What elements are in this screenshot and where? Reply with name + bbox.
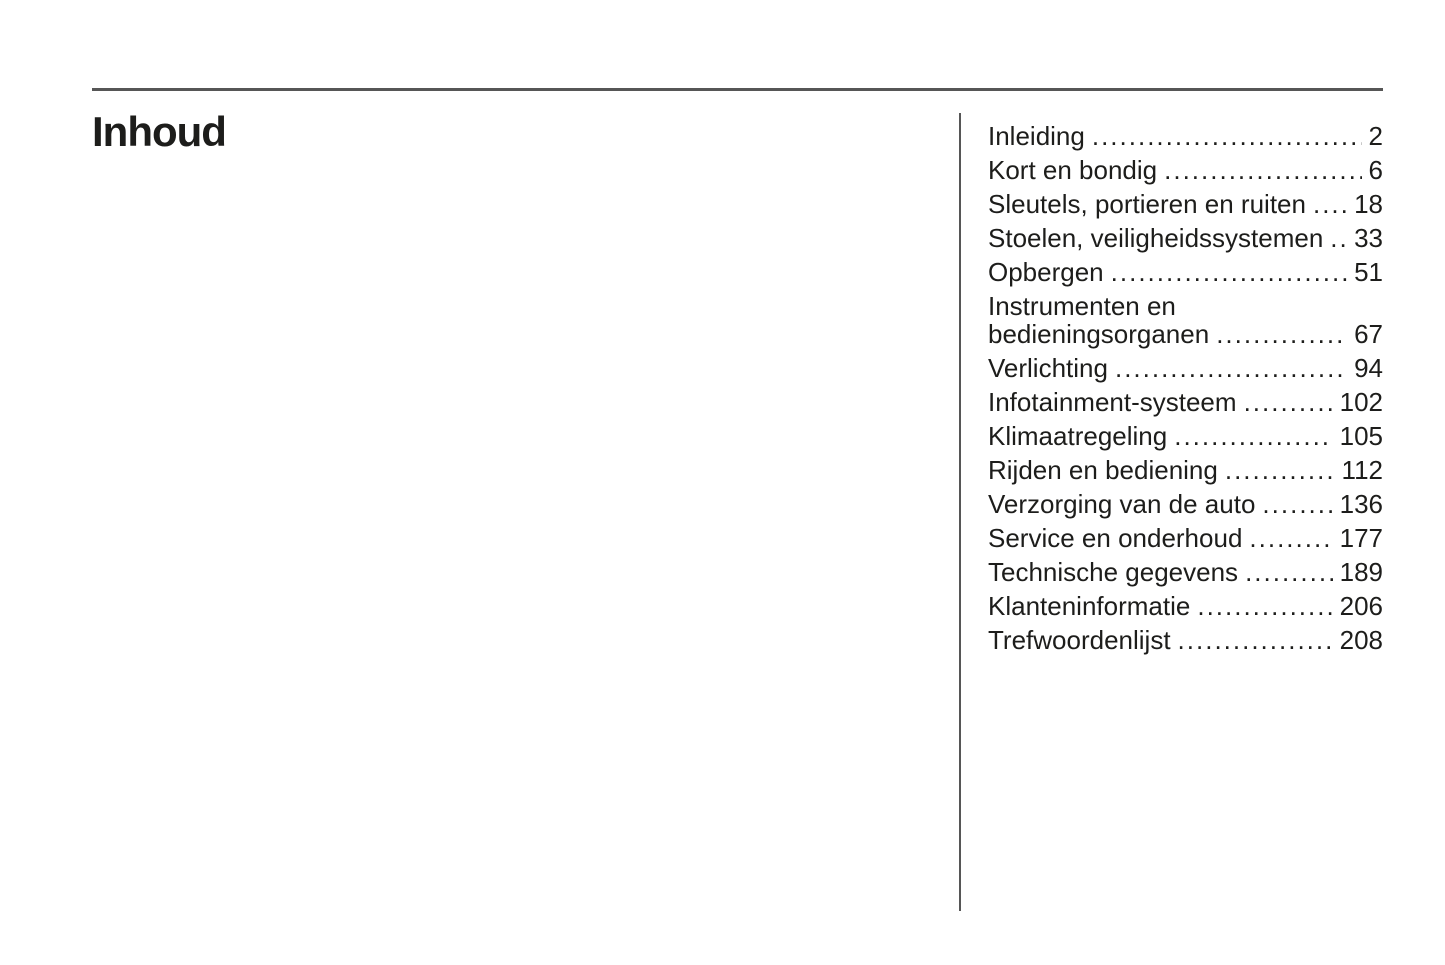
toc-entry[interactable] xyxy=(988,388,1383,416)
toc-entry[interactable] xyxy=(988,156,1383,184)
toc-entry-page-number: 177 xyxy=(1339,523,1383,553)
toc-dot-leader xyxy=(1313,190,1347,218)
toc-entry[interactable] xyxy=(988,354,1383,382)
toc-dot-leader xyxy=(1115,354,1347,382)
toc-entry[interactable] xyxy=(988,224,1383,252)
toc-dot-leader xyxy=(1164,156,1361,184)
toc-entry-page-number: 136 xyxy=(1339,489,1383,519)
toc-dot-leader xyxy=(1092,122,1362,150)
toc-entry[interactable] xyxy=(988,422,1383,450)
toc-entry-page-number: 67 xyxy=(1354,319,1383,349)
page-title: Inhoud xyxy=(92,108,226,155)
toc-entry-label: Infotainment-systeem xyxy=(988,387,1237,417)
toc-entry-page-number: 18 xyxy=(1354,189,1383,219)
toc-entry-label: Opbergen xyxy=(988,257,1104,287)
toc-dot-leader xyxy=(1197,592,1332,620)
toc-entry-label: Verzorging van de auto xyxy=(988,489,1256,519)
toc-dot-leader xyxy=(1244,388,1333,416)
toc-entry-page-number: 206 xyxy=(1339,591,1383,621)
toc-entry-label: Klanteninformatie xyxy=(988,591,1191,621)
toc-dot-leader xyxy=(1111,258,1347,286)
toc-entry-page-number: 112 xyxy=(1341,455,1383,485)
toc-entry-label: Instrumenten en xyxy=(988,291,1176,321)
table-of-contents xyxy=(988,122,1383,660)
toc-dot-leader xyxy=(1178,626,1333,654)
toc-entry-page-number: 94 xyxy=(1354,353,1383,383)
toc-entry-page-number: 102 xyxy=(1339,387,1383,417)
toc-entry-label: Klimaatregeling xyxy=(988,421,1168,451)
toc-entry[interactable] xyxy=(988,292,1383,348)
toc-dot-leader xyxy=(1330,224,1347,252)
toc-entry-page-number: 51 xyxy=(1354,257,1383,287)
toc-entry-label: Inleiding xyxy=(988,121,1085,151)
toc-entry-page-number: 33 xyxy=(1354,223,1383,253)
toc-entry[interactable] xyxy=(988,626,1383,654)
toc-entry-label-continued: bedieningsorganen xyxy=(988,319,1210,349)
toc-entry-page-number: 105 xyxy=(1339,421,1383,451)
header-rule xyxy=(92,88,1383,91)
toc-entry-page-number: 208 xyxy=(1339,625,1383,655)
toc-dot-leader xyxy=(1225,456,1335,484)
toc-entry-label: Trefwoordenlijst xyxy=(988,625,1171,655)
toc-entry[interactable] xyxy=(988,258,1383,286)
toc-entry[interactable] xyxy=(988,592,1383,620)
toc-entry[interactable] xyxy=(988,456,1383,484)
toc-entry-label: Verlichting xyxy=(988,353,1108,383)
toc-entry[interactable] xyxy=(988,490,1383,518)
toc-entry-label: Sleutels, portieren en ruiten xyxy=(988,189,1306,219)
toc-entry[interactable] xyxy=(988,524,1383,552)
toc-entry[interactable] xyxy=(988,122,1383,150)
toc-entry-label: Stoelen, veiligheidssystemen xyxy=(988,223,1324,253)
toc-entry[interactable] xyxy=(988,190,1383,218)
toc-entry-label: Rijden en bediening xyxy=(988,455,1218,485)
toc-dot-leader xyxy=(1174,422,1332,450)
column-divider-rule xyxy=(959,113,961,911)
toc-dot-leader xyxy=(1262,490,1332,518)
toc-dot-leader xyxy=(1245,558,1333,586)
toc-entry-label: Technische gegevens xyxy=(988,557,1239,587)
toc-dot-leader xyxy=(1216,320,1347,348)
toc-entry-label: Service en onderhoud xyxy=(988,523,1243,553)
toc-entry-page-number: 189 xyxy=(1339,557,1383,587)
toc-entry-label: Kort en bondig xyxy=(988,155,1158,185)
toc-entry-page-number: 6 xyxy=(1368,155,1383,185)
toc-entry-page-number: 2 xyxy=(1368,121,1383,151)
toc-dot-leader xyxy=(1249,524,1332,552)
toc-entry[interactable] xyxy=(988,558,1383,586)
